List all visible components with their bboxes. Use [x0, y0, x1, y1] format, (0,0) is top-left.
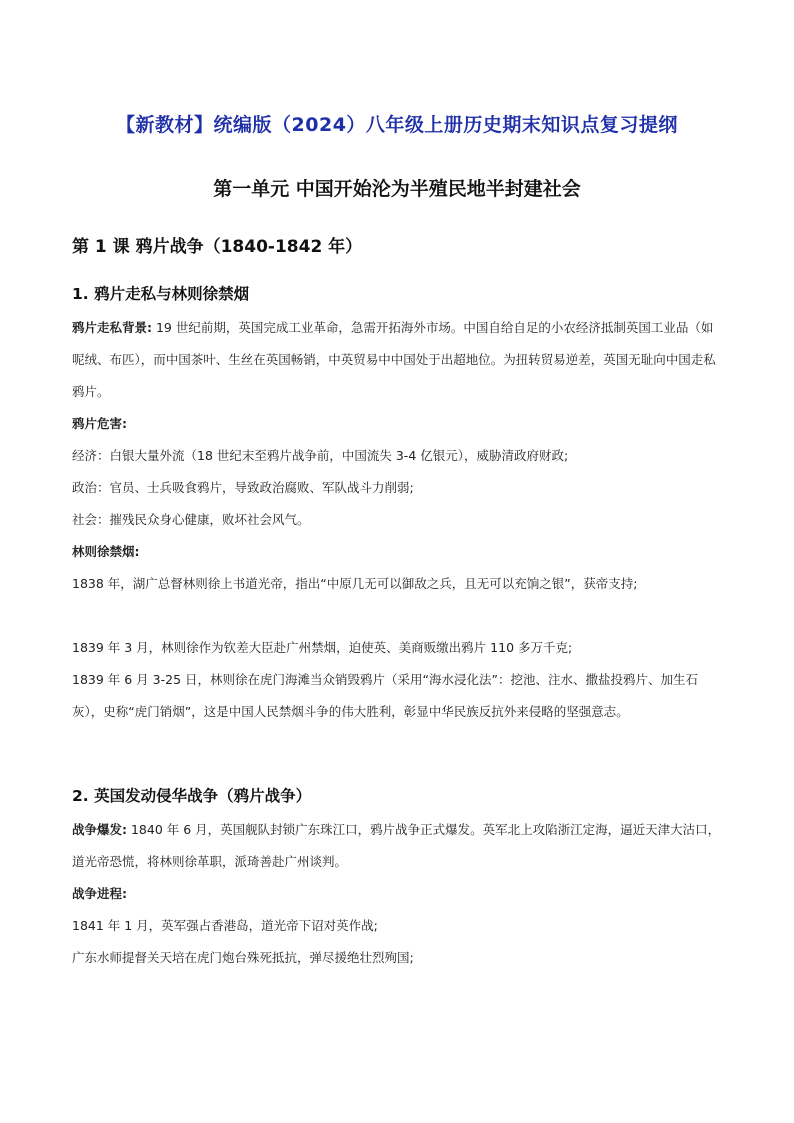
ban-label: 林则徐禁烟:	[72, 544, 140, 559]
background-text: 19 世纪前期，英国完成工业革命，急需开拓海外市场。中国自给自足的小农经济抵制英国工业品（如呢绒、布匹），而中国茶叶、生丝在英国畅销，中英贸易中中国处于出超地位。为扭转贸易逆差，英国无耻向中国走私鸦片。	[72, 320, 716, 399]
section-heading: 1. 鸦片走私与林则徐禁烟	[72, 285, 250, 303]
document-title: 【新教材】统编版（2024）八年级上册历史期末知识点复习提纲	[116, 114, 678, 136]
process-guan-tianpei: 广东水师提督关天培在虎门炮台殊死抵抗，弹尽援绝壮烈殉国;	[72, 950, 414, 965]
lesson-title: 第 1 课 鸦片战争（1840-1842 年）	[72, 237, 363, 257]
ban-1839-march: 1839 年 3 月，林则徐作为钦差大臣赴广州禁烟，迫使英、美商贩缴出鸦片 110 多万千克;	[72, 640, 573, 655]
outbreak-text: 1840 年 6 月，英国舰队封锁广东珠江口，鸦片战争正式爆发。英军北上攻陷浙江定海，逼近天津大沽口，道光帝恐慌，将林则徐革职，派琦善赴广州谈判。	[72, 822, 721, 869]
paragraph-outbreak	[72, 814, 722, 878]
process-1841: 1841 年 1 月，英军强占香港岛，道光帝下诏对英作战;	[72, 918, 378, 933]
ban-1838: 1838 年，湖广总督林则徐上书道光帝，指出“中原几无可以御敌之兵，且无可以充饷之银”，获帝支持;	[72, 576, 638, 591]
harm-economy: 经济：白银大量外流（18 世纪末至鸦片战争前，中国流失 3-4 亿银元），威胁清政府财政;	[72, 448, 569, 463]
section-heading: 2. 英国发动侵华战争（鸦片战争）	[72, 787, 312, 805]
unit-title: 第一单元 中国开始沦为半殖民地半封建社会	[213, 178, 581, 200]
harm-society: 社会：摧残民众身心健康，败坏社会风气。	[72, 512, 310, 527]
ban-1839-june: 1839 年 6 月 3-25 日，林则徐在虎门海滩当众销毁鸦片（采用“海水浸化法”：挖池、注水、撒盐投鸦片、加生石灰），史称“虎门销烟”，这是中国人民禁烟斗争的伟大胜利，彰显中华民族反抗外来侵略的坚强意志。	[72, 672, 698, 719]
process-label: 战争进程:	[72, 886, 127, 901]
paragraph-background	[72, 312, 722, 408]
harm-politics: 政治：官员、士兵吸食鸦片，导致政治腐败、军队战斗力削弱;	[72, 480, 414, 495]
harm-label: 鸦片危害:	[72, 416, 127, 431]
outbreak-label: 战争爆发:	[72, 822, 127, 837]
background-label: 鸦片走私背景:	[72, 320, 152, 335]
